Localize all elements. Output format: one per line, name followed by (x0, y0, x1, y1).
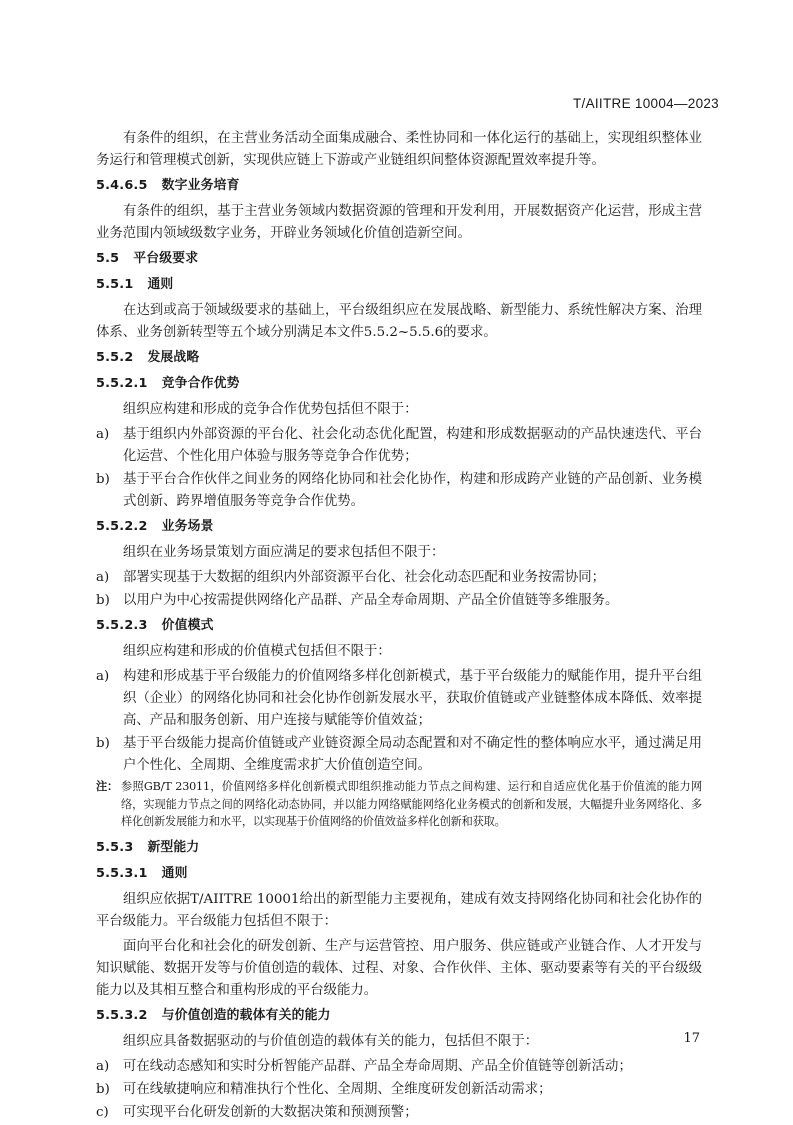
document-id: T/AIITRE 10004—2023 (572, 96, 719, 111)
section-title: 通则 (147, 277, 174, 292)
list-text: 基于平台级能力提高价值链或产业链资源全局动态配置和对不确定性的整体响应水平，通过满足用户个性化、全周期、全维度需求扩大价值创造空间。 (123, 736, 702, 773)
list-marker: a) (96, 669, 110, 684)
list-item (96, 733, 702, 777)
list-text: 部署实现基于大数据的组织内外部资源平台化、社会化动态匹配和业务按需协同； (123, 570, 606, 585)
note (96, 778, 702, 831)
section-title: 通则 (161, 865, 188, 881)
paragraph: 有条件的组织，在主营业务活动全面集成融合、柔性协同和一体化运行的基础上，实现组织整体业务运行和管理模式创新，实现供应链上下游或产业链组织间整体资源配置效率提升等。 (96, 131, 702, 168)
list-item (96, 1079, 702, 1101)
section-number: 5.5.3.1 (96, 865, 148, 881)
section-title: 与价值创造的载体有关的能力 (161, 1007, 331, 1023)
paragraph: 面向平台化和社会化的研发创新、生产与运营管控、用户服务、供应链或产业链合作、人才开发与知识赋能、数据开发等与价值创造的载体、过程、对象、合作伙伴、主体、驱动要素等有关的平台级级能力以及其相互整合和重构形成的平台级能力。 (96, 938, 702, 998)
list-text: 可实现平台化研发创新的大数据决策和预测预警； (123, 1104, 418, 1120)
list-text: 可在线动态感知和实时分析智能产品群、产品全寿命周期、产品全价值链等创新活动； (123, 1058, 632, 1074)
section-heading (96, 863, 702, 885)
list-text: 基于组织内外部资源的平台化、社会化动态优化配置，构建和形成数据驱动的产品快速迭代、平台化运营、个性化用户体验与服务等竞争合作优势； (123, 427, 702, 464)
list-item (96, 1056, 702, 1078)
section-heading (96, 274, 702, 296)
section-title: 数字业务培育 (161, 178, 240, 193)
list-marker: a) (96, 570, 110, 585)
section-number: 5.4.6.5 (96, 178, 148, 193)
list-item (96, 666, 702, 732)
section-heading (96, 175, 702, 197)
list-marker: b) (96, 472, 110, 487)
note-text: 参照GB/T 23011，价值网络多样化创新模式即组织推动能力节点之间构建、运行和自适应优化基于价值流的能力网络，实现能力节点之间的网络化动态协同，并以能力网络赋能网络化业务模式的创新和发展，大幅提升业务网络化、多样化创新发展能力和水平，以实现基于价值网络的价值效益多样化创新和获取。 (121, 780, 702, 828)
list-marker: b) (96, 1081, 110, 1097)
list-text: 以用户为中心按需提供网络化产品群、产品全寿命周期、产品全价值链等多维服务。 (123, 593, 619, 608)
paragraph: 组织应构建和形成的价值模式包括但不限于： (123, 644, 391, 659)
list-item (96, 1102, 702, 1124)
list-text: 基于平台合作伙伴之间业务的网络化协同和社会化协作，构建和形成跨产业链的产品创新、业务模式创新、跨界增值服务等竞争合作优势。 (123, 472, 702, 509)
section-title: 竞争合作优势 (161, 376, 240, 391)
section-number: 5.5.3 (96, 839, 134, 855)
paragraph: 组织应具备数据驱动的与价值创造的载体有关的能力，包括但不限于： (123, 1033, 539, 1049)
paragraph: 有条件的组织，基于主营业务领域内数据资源的管理和开发利用，开展数据资产化运营，形成主营业务范围内领域级数字业务，开辟业务领域化价值创造新空间。 (96, 204, 702, 241)
section-title: 新型能力 (147, 839, 200, 855)
section-title: 发展战略 (147, 350, 200, 365)
section-title: 价值模式 (161, 618, 214, 633)
list-item (96, 590, 702, 612)
section-number: 5.5.3.2 (96, 1007, 148, 1023)
section-heading (96, 373, 702, 395)
list-marker: b) (96, 736, 110, 751)
list-marker: a) (96, 1058, 110, 1074)
section-heading (96, 1005, 702, 1027)
paragraph: 组织应依据T/AIITRE 10001给出的新型能力主要视角，建成有效支持网络化协同和社会化协作的平台级能力。平台级能力包括但不限于： (96, 891, 702, 929)
list-marker: c) (96, 1104, 109, 1120)
list-marker: a) (96, 427, 110, 442)
list-text: 可在线敏捷响应和精准执行个性化、全周期、全维度研发创新活动需求； (123, 1081, 552, 1097)
paragraph: 组织应构建和形成的竞争合作优势包括但不限于： (123, 402, 418, 417)
section-heading (96, 516, 702, 538)
section-title: 业务场景 (161, 519, 214, 534)
section-heading (96, 347, 702, 369)
list-item (96, 469, 702, 513)
list-item (96, 567, 702, 589)
list-text: 构建和形成基于平台级能力的价值网络多样化创新模式，基于平台级能力的赋能作用，提升平台组织（企业）的网络化协同和社会化协作创新发展水平，获取价值链或产业链整体成本降低、效率提高、产品和服务创新、用户连接与赋能等价值效益； (123, 669, 702, 728)
paragraph: 组织在业务场景策划方面应满足的要求包括但不限于： (123, 545, 445, 560)
section-number: 5.5.1 (96, 277, 134, 292)
section-heading (96, 248, 702, 270)
section-number: 5.5.2.1 (96, 376, 148, 391)
paragraph: 在达到或高于领域级要求的基础上，平台级组织应在发展战略、新型能力、系统性解决方案、治理体系、业务创新转型等五个域分别满足本文件5.5.2~5.5.6的要求。 (96, 303, 702, 340)
section-number: 5.5.2.3 (96, 618, 148, 633)
list-marker: b) (96, 593, 110, 608)
document-body (96, 128, 702, 1125)
section-number: 5.5.2 (96, 350, 134, 365)
section-number: 5.5.2.2 (96, 519, 148, 534)
section-heading (96, 615, 702, 637)
section-heading (96, 837, 702, 859)
section-number: 5.5 (96, 251, 120, 266)
page-number: 17 (683, 1031, 700, 1046)
section-title: 平台级要求 (133, 251, 199, 266)
note-marker: 注： (96, 780, 118, 793)
list-item (96, 424, 702, 468)
